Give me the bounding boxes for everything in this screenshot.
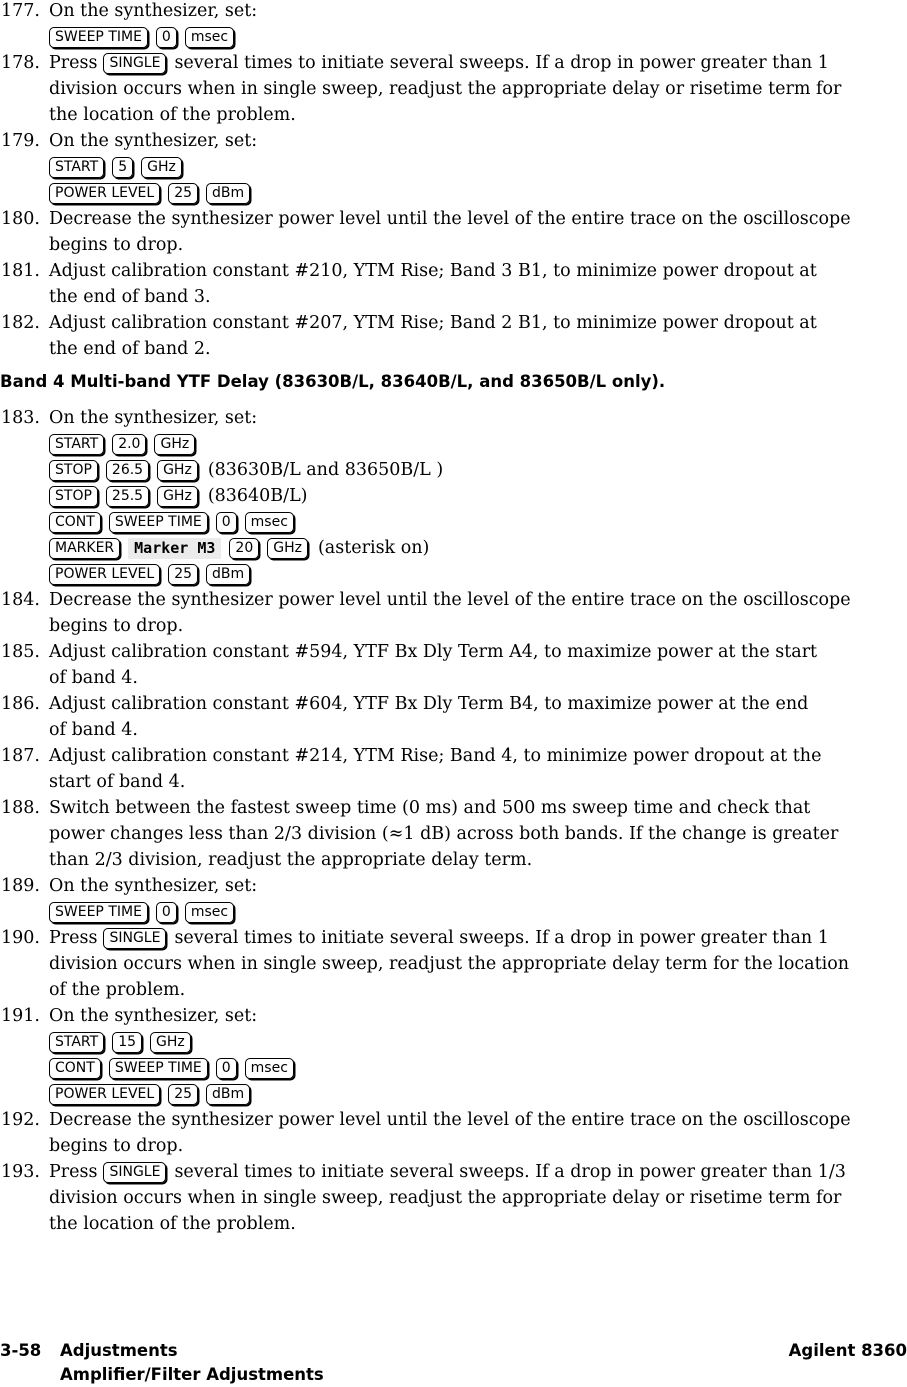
- power-level-key[interactable]: POWER LEVEL: [49, 183, 160, 204]
- step-number: 192.: [1, 1110, 40, 1130]
- step-number: 184.: [1, 590, 40, 610]
- digits-25-key[interactable]: 25: [168, 183, 198, 204]
- step-number: 193.: [1, 1162, 40, 1182]
- step-number: 183.: [1, 408, 40, 428]
- digit-0-key[interactable]: 0: [216, 1058, 237, 1079]
- step-183: [0, 405, 907, 587]
- step-number: 182.: [1, 313, 40, 333]
- step-text: On the synthesizer, set:: [49, 1006, 258, 1026]
- step-number: 191.: [1, 1006, 40, 1026]
- step-number: 188.: [1, 798, 40, 818]
- cont-key[interactable]: CONT: [49, 512, 101, 533]
- step-text: several times to initiate several sweeps. If a drop in power greater than 1/3: [174, 1162, 846, 1182]
- cont-key[interactable]: CONT: [49, 1058, 101, 1079]
- step-number: 189.: [1, 876, 40, 896]
- step-number: 181.: [1, 261, 40, 281]
- step-number: 179.: [1, 131, 40, 151]
- key-sequence: [49, 1029, 907, 1055]
- step-number: 177.: [1, 1, 40, 21]
- sweep-time-key[interactable]: SWEEP TIME: [49, 27, 148, 48]
- step-text: of band 4.: [49, 668, 138, 688]
- step-text: Adjust calibration constant #594, YTF Bx Dly Term A4, to maximize power at the start: [49, 642, 818, 662]
- asterisk-note: (asterisk on): [317, 538, 430, 558]
- step-text: several times to initiate several sweeps. If a drop in power greater than 1: [174, 53, 829, 73]
- sweep-time-key[interactable]: SWEEP TIME: [109, 1058, 208, 1079]
- digit-5-key[interactable]: 5: [112, 157, 133, 178]
- step-text-line: [49, 50, 907, 76]
- start-key[interactable]: START: [49, 434, 104, 455]
- start-key[interactable]: START: [49, 157, 104, 178]
- digits-25-key[interactable]: 25: [168, 1084, 198, 1105]
- step-text: the location of the problem.: [49, 1214, 296, 1234]
- key-sequence: [49, 899, 907, 925]
- press-label: Press: [49, 53, 98, 73]
- step-193: [0, 1159, 907, 1237]
- digits-20-key[interactable]: 20: [229, 538, 259, 559]
- step-text: power changes less than 2/3 division (≈1 dB) across both bands. If the change is greater: [49, 824, 839, 844]
- step-186: [0, 691, 907, 743]
- step-182: [0, 310, 907, 362]
- sweep-time-key[interactable]: SWEEP TIME: [49, 902, 148, 923]
- step-text: Adjust calibration constant #214, YTM Rise; Band 4, to minimize power dropout at the: [49, 746, 822, 766]
- ghz-key[interactable]: GHz: [141, 157, 182, 178]
- press-label: Press: [49, 1162, 98, 1182]
- step-text: Adjust calibration constant #207, YTM Rise; Band 2 B1, to minimize power dropout at: [49, 313, 817, 333]
- step-190: [0, 925, 907, 1003]
- step-text-line: [49, 925, 907, 951]
- footer-subsection: Amplifier/Filter Adjustments: [60, 1365, 324, 1384]
- digit-0-key[interactable]: 0: [156, 902, 177, 923]
- ghz-key[interactable]: GHz: [154, 434, 195, 455]
- step-text: the end of band 3.: [49, 287, 211, 307]
- digit-0-key[interactable]: 0: [216, 512, 237, 533]
- step-text: begins to drop.: [49, 235, 184, 255]
- key-sequence: [49, 535, 907, 561]
- sweep-time-key[interactable]: SWEEP TIME: [109, 512, 208, 533]
- start-key[interactable]: START: [49, 1032, 104, 1053]
- dbm-key[interactable]: dBm: [206, 564, 250, 585]
- step-178: [0, 50, 907, 128]
- step-number: 178.: [1, 53, 40, 73]
- step-text: On the synthesizer, set:: [49, 408, 258, 428]
- steps-group-b: [0, 405, 907, 1237]
- single-key[interactable]: SINGLE: [103, 1162, 166, 1183]
- step-179: [0, 128, 907, 206]
- digits-25-key[interactable]: 25: [168, 564, 198, 585]
- step-text: start of band 4.: [49, 772, 186, 792]
- digit-0-key[interactable]: 0: [156, 27, 177, 48]
- step-number: 180.: [1, 209, 40, 229]
- press-label: Press: [49, 928, 98, 948]
- msec-key[interactable]: msec: [245, 512, 294, 533]
- step-191: [0, 1003, 907, 1107]
- step-number: 186.: [1, 694, 40, 714]
- step-text: Decrease the synthesizer power level until the level of the entire trace on the oscilloscope: [49, 590, 851, 610]
- step-181: [0, 258, 907, 310]
- key-sequence: [49, 483, 907, 509]
- step-189: [0, 873, 907, 925]
- dbm-key[interactable]: dBm: [206, 183, 250, 204]
- step-text-line: [49, 1159, 907, 1185]
- step-text: On the synthesizer, set:: [49, 876, 258, 896]
- key-sequence: [49, 457, 907, 483]
- power-level-key[interactable]: POWER LEVEL: [49, 1084, 160, 1105]
- msec-key[interactable]: msec: [185, 902, 234, 923]
- step-184: [0, 587, 907, 639]
- step-text: of band 4.: [49, 720, 138, 740]
- digits-26.5-key[interactable]: 26.5: [106, 460, 149, 481]
- digits-15-key[interactable]: 15: [112, 1032, 142, 1053]
- single-key[interactable]: SINGLE: [103, 53, 166, 74]
- ghz-key[interactable]: GHz: [150, 1032, 191, 1053]
- ghz-key[interactable]: GHz: [157, 486, 198, 507]
- step-text: the end of band 2.: [49, 339, 211, 359]
- power-level-key[interactable]: POWER LEVEL: [49, 564, 160, 585]
- step-text: begins to drop.: [49, 616, 184, 636]
- step-number: 185.: [1, 642, 40, 662]
- page-number: 3-58: [0, 1341, 42, 1360]
- step-185: [0, 639, 907, 691]
- ghz-key[interactable]: GHz: [157, 460, 198, 481]
- ghz-key[interactable]: GHz: [267, 538, 308, 559]
- step-text: several times to initiate several sweeps. If a drop in power greater than 1: [174, 928, 829, 948]
- page-footer-left: [0, 1339, 324, 1387]
- step-text: division occurs when in single sweep, readjust the appropriate delay or risetime term for: [49, 79, 842, 99]
- stop-key[interactable]: STOP: [49, 486, 98, 507]
- step-text: than 2/3 division, readjust the appropriate delay term.: [49, 850, 533, 870]
- section-heading: Band 4 Multi-band YTF Delay (83630B/L, 83640B/L, and 83650B/L only).: [0, 372, 666, 391]
- stop-key[interactable]: STOP: [49, 460, 98, 481]
- steps-group-a: [0, 0, 907, 362]
- step-text: begins to drop.: [49, 1136, 184, 1156]
- step-text: division occurs when in single sweep, readjust the appropriate delay term for the location: [49, 954, 850, 974]
- marker-key[interactable]: MARKER: [49, 538, 120, 559]
- step-text: Decrease the synthesizer power level until the level of the entire trace on the oscilloscope: [49, 209, 851, 229]
- step-text: division occurs when in single sweep, readjust the appropriate delay or risetime term for: [49, 1188, 842, 1208]
- step-number: 190.: [1, 928, 40, 948]
- key-sequence: [49, 24, 907, 50]
- step-188: [0, 795, 907, 873]
- key-sequence: [49, 509, 907, 535]
- key-sequence: [49, 561, 907, 587]
- step-text: On the synthesizer, set:: [49, 131, 258, 151]
- footer-product: Agilent 8360: [788, 1341, 907, 1360]
- dbm-key[interactable]: dBm: [206, 1084, 250, 1105]
- single-key[interactable]: SINGLE: [103, 928, 166, 949]
- step-180: [0, 206, 907, 258]
- step-text: Adjust calibration constant #604, YTF Bx Dly Term B4, to maximize power at the end: [49, 694, 809, 714]
- step-text: of the problem.: [49, 980, 186, 1000]
- model-note: (83630B/L and 83650B/L ): [207, 460, 444, 480]
- key-sequence: [49, 431, 907, 457]
- marker-m3-softkey[interactable]: Marker M3: [128, 538, 221, 559]
- footer-section: Adjustments: [60, 1341, 178, 1360]
- key-sequence: [49, 1055, 907, 1081]
- key-sequence: [49, 1081, 907, 1107]
- step-text: Decrease the synthesizer power level until the level of the entire trace on the oscilloscope: [49, 1110, 851, 1130]
- digits-25.5-key[interactable]: 25.5: [106, 486, 149, 507]
- step-text: On the synthesizer, set:: [49, 1, 258, 21]
- key-sequence: [49, 154, 907, 180]
- key-sequence: [49, 180, 907, 206]
- step-192: [0, 1107, 907, 1159]
- model-note: (83640B/L): [207, 486, 308, 506]
- step-187: [0, 743, 907, 795]
- msec-key[interactable]: msec: [245, 1058, 294, 1079]
- step-text: Adjust calibration constant #210, YTM Rise; Band 3 B1, to minimize power dropout at: [49, 261, 817, 281]
- step-177: [0, 0, 907, 50]
- digits-2.0-key[interactable]: 2.0: [112, 434, 146, 455]
- step-text: Switch between the fastest sweep time (0 ms) and 500 ms sweep time and check that: [49, 798, 811, 818]
- step-number: 187.: [1, 746, 40, 766]
- msec-key[interactable]: msec: [185, 27, 234, 48]
- step-text: the location of the problem.: [49, 105, 296, 125]
